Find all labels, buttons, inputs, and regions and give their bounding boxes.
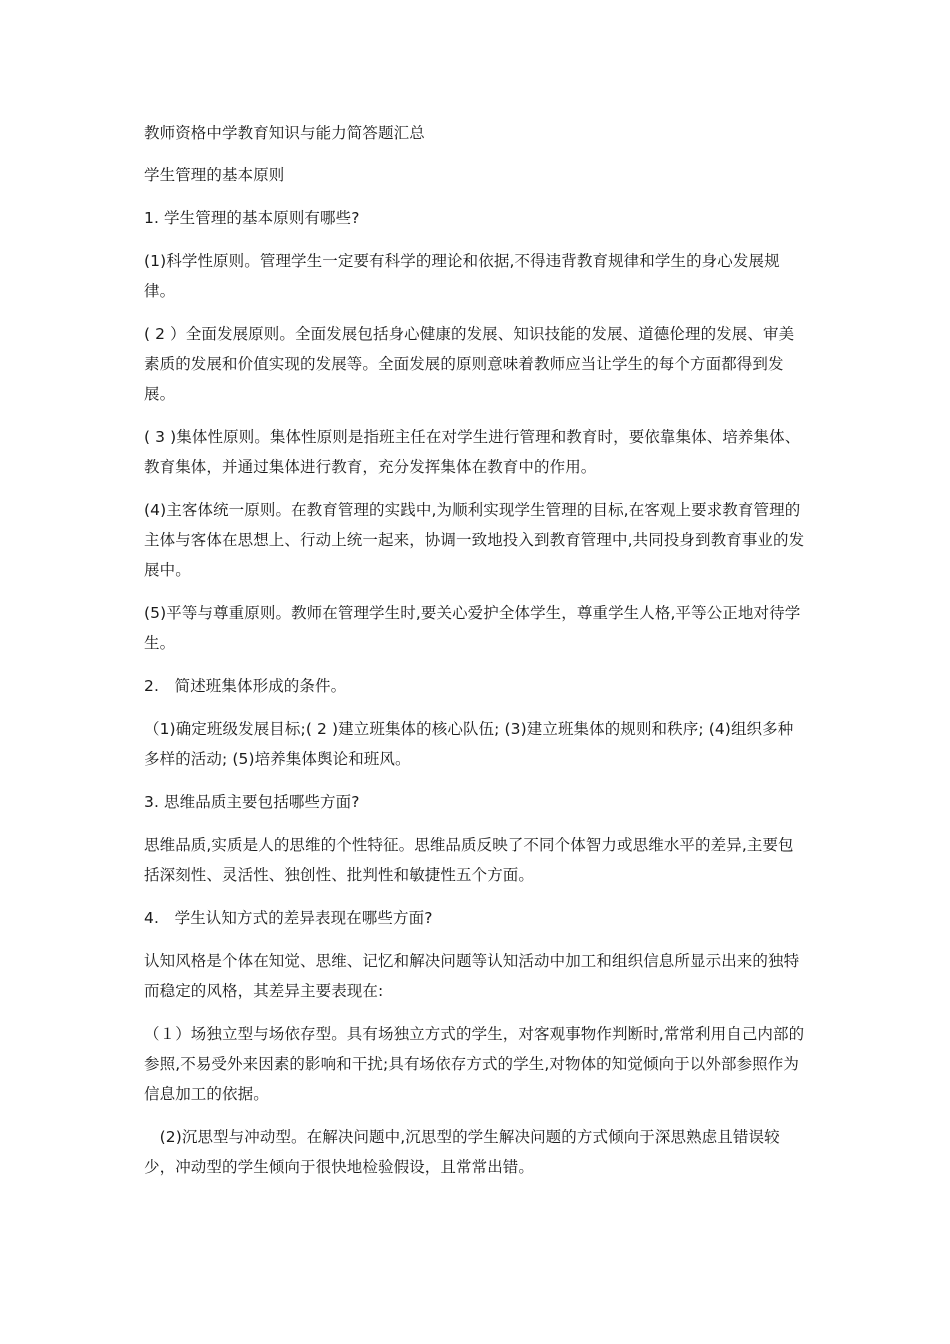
question-1: 1. 学生管理的基本原则有哪些? (144, 209, 360, 227)
document-title: 教师资格中学教育知识与能力简答题汇总 (144, 124, 425, 142)
answer-3: 思维品质,实质是人的思维的个性特征。思维品质反映了不同个体智力或思维水平的差异,主要包括深刻性、灵活性、独创性、批判性和敏捷性五个方面。 (144, 836, 794, 884)
answer-4-item-1: （１）场独立型与场依存型。具有场独立方式的学生，对客观事物作判断时,常常利用自己内部的参照,不易受外来因素的影响和干扰;具有场依存方式的学生,对物体的知觉倾向于以外部参照作为信息加工的依据。 (144, 1025, 805, 1103)
answer-2: （1)确定班级发展目标;( 2 )建立班集体的核心队伍; (3)建立班集体的规则和秩序; (4)组织多种多样的活动; (5)培养集体舆论和班风。 (144, 720, 794, 768)
answer-4-intro: 认知风格是个体在知觉、思维、记忆和解决问题等认知活动中加工和组织信息所显示出来的独特而稳定的风格，其差异主要表现在: (144, 952, 800, 1000)
answer-1-item-1: (1)科学性原则。管理学生一定要有科学的理论和依据,不得违背教育规律和学生的身心发展规律。 (144, 252, 780, 300)
question-4: 4. 学生认知方式的差异表现在哪些方面? (144, 909, 433, 927)
document-body (144, 118, 808, 1195)
answer-1-item-3: ( 3 )集体性原则。集体性原则是指班主任在对学生进行管理和教育时，要依靠集体、培养集体、教育集体，并通过集体进行教育，充分发挥集体在教育中的作用。 (144, 428, 801, 476)
answer-1-item-2: ( 2 ）全面发展原则。全面发展包括身心健康的发展、知识技能的发展、道德伦理的发展、审美素质的发展和价值实现的发展等。全面发展的原则意味着教师应当让学生的每个方面都得到发展。 (144, 325, 795, 403)
answer-1-item-4: (4)主客体统一原则。在教育管理的实践中,为顺利实现学生管理的目标,在客观上要求教育管理的主体与客体在思想上、行动上统一起来，协调一致地投入到教育管理中,共同投身到教育事业的发展中。 (144, 501, 805, 579)
answer-1-item-5: (5)平等与尊重原则。教师在管理学生时,要关心爱护全体学生，尊重学生人格,平等公正地对待学生。 (144, 604, 801, 652)
question-2: 2. 简述班集体形成的条件。 (144, 677, 347, 695)
answer-4-item-2: (2)沉思型与冲动型。在解决问题中,沉思型的学生解决问题的方式倾向于深思熟虑且错误较少，冲动型的学生倾向于很快地检验假设，且常常出错。 (144, 1128, 780, 1176)
section-heading: 学生管理的基本原则 (144, 166, 285, 184)
question-3: 3. 思维品质主要包括哪些方面? (144, 793, 360, 811)
